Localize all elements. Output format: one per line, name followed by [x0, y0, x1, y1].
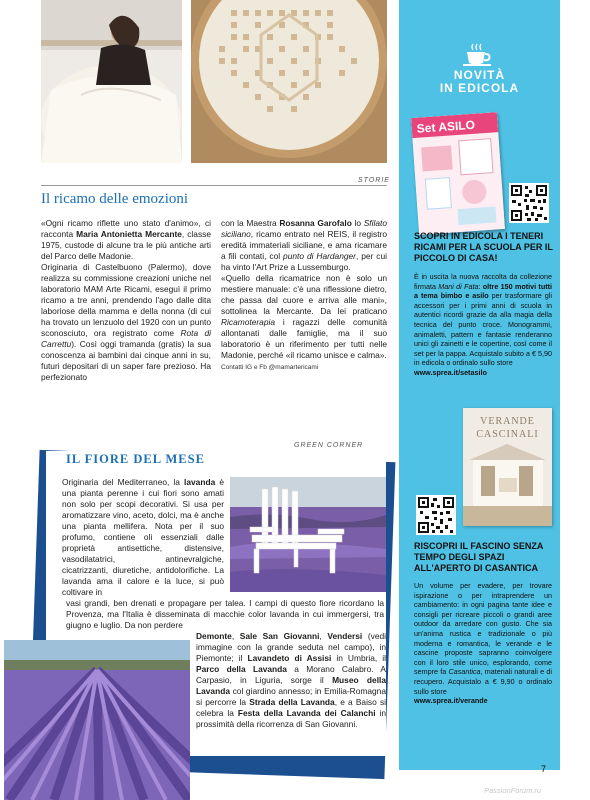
coffee-cup-icon [460, 42, 494, 68]
paragraph: Originaria di Castelbuono (Palermo), dove realizza su commissione creazioni uniche nel laboratorio MAM Arte Ricami, eseguì il primo ricamo a tre anni, prendendo l'ago dalle dita laboriose della mamma e della nonna (di cui ha trovato un lenzuolo del 1920 con un punto sconosciuto, ora registrato come Rota di Carrettu). Così oggi tramanda (gratis) la sua conoscenza ai bambini dai cinque anni in su, futuri depositari di un saper fare prezioso. Ha perfezionato [41, 262, 211, 382]
article-title: Il ricamo delle emozioni [41, 191, 189, 207]
promo-body: Un volume per evadere, per trovare ispirazione o per intraprendere un cambiamento: in ogni pagina tante idee e consigli per ricreare piccoli o grandi aree outdoor da arredare con gusto. Che sia un'anima rustica e tradizionale o più moderna e romantica, le verande e le cascine proposte sapranno coinvolgere con il loro stile unico, esplorando, come sempre fa Casantica, materiali naturali e di recupero. Acquistalo a € 9,90 o ordinalo sullo store www.sprea.it/verande [414, 581, 552, 706]
lavender-field-photo [4, 640, 190, 800]
fiore-text-intro: Originaria del Mediterraneo, la lavanda è una pianta perenne i cui fiori sono amati non solo per scopi decorativi. Si usa per aromatizzare vino, aceto, dolci, ma è anche una pianta mellifera. Nota per il suo profumo, contiene oli essenziali dalle proprietà antisettiche, distensive, vasodilatatrici, antinevralgiche, cicatrizzanti, diuretiche, antidolorifiche. La lavanda ama il calore e la luce, si può coltivare in [62, 477, 224, 597]
paragraph: con la Maestra Rosanna Garofalo lo Sfilato siciliano, ricamo entrato nel REIS, il registro eredità immateriali siciliane, e ama ricamare a fili contati, col punto di Hardanger, per cui ha vinto l'Art Prize a Lussemburgo. [221, 218, 388, 272]
promo-heading: RISCOPRI IL FASCINO SENZA TEMPO DEGLI SPAZI ALL'APERTO DI CASANTICA [414, 541, 544, 573]
store-link[interactable]: www.sprea.it/verande [414, 696, 488, 706]
paragraph: «Ogni ricamo riflette uno stato d'animo», ci racconta Maria Antonietta Mercante, classe 1975, custode di alcune tra le più antiche arti del Parco delle Madonie. [41, 218, 211, 261]
article-column-1 [41, 218, 211, 383]
page-number: 7 [541, 764, 547, 774]
hoop-embroidery-photo [191, 0, 387, 163]
magazine-cover-verande [463, 408, 552, 526]
section-tag: GREEN CORNER [294, 442, 364, 449]
contacts-credit: Contatti IG e Fb @mamartericami [221, 364, 319, 371]
sidebar-title-line: IN EDICOLA [439, 81, 520, 95]
magazine-title: Set ASILO [416, 117, 476, 136]
article-column-2 [221, 218, 387, 373]
fiore-title: IL FIORE DEL MESE [66, 452, 205, 466]
fiore-text-places: Demonte, Sale San Giovanni, Vendersi (vedi immagine con la grande seduta nel campo), in Piemonte; il Lavandeto di Assisi in Umbria, il Parco della Lavanda a Morano Calabro. A Carpasio, in Liguria, sorge il Museo della Lavanda col giardino annesso; in Emilia-Romagna si percorre la Strada della Lavanda, e a Baiso si celebra la Festa della Lavanda dei Calanchi in prossimità della ricorrenza di San Giovanni. [196, 631, 387, 729]
lavender-chair-photo [230, 477, 386, 592]
sidebar-title [399, 69, 560, 95]
promo-heading: SCOPRI IN EDICOLA I TENERI RICAMI PER LA SCUOLA PER IL PICCOLO DI CASA! [414, 231, 553, 263]
fiore-text-middle: vasi grandi, ben drenati e propagare per talea. I campi di questo fiore ricordano la Provenza, ma l'Italia è disseminata di macchie color lavanda in cui immergersi, tra giugno e luglio. Da non perdere [66, 598, 384, 630]
sidebar-title-line: NOVITÀ [453, 68, 506, 82]
divider [41, 185, 387, 186]
promo-body: È in uscita la nuova raccolta da collezione firmata Mani di Fata: oltre 150 motivi tutti a tema bimbo e asilo per trasformare gli accessori per i primi anni di scuola in autentici ricordi grazie da alla magia della tecnica del punto croce. Monogrammi, animaletti, pattern e fantasie renderanno unici gli zainetti e le copertine, così come il set per la pappa. Acquistalo subito a € 5,90 in edicola o ordinalo sullo store www.sprea.it/setasilo [414, 272, 552, 377]
qr-code[interactable] [509, 183, 549, 223]
qr-code[interactable] [416, 495, 456, 535]
paragraph: «Quello della ricamatrice non è solo un mestiere manuale: c'è una riflessione dietro, che passa dal cuore e arriva alle mani», sottolinea la Mercante. Da lei praticano Ricamoterapia i ragazzi delle comunità allontanati dalle famiglie, ma il suo laboratorio è un riferimento per tutti nelle Madonie, perché «il ricamo unisce e calma». [221, 273, 387, 360]
watermark: PassionForum.ru [484, 786, 542, 795]
magazine-title: VERANDE [480, 416, 535, 427]
store-link[interactable]: www.sprea.it/setasilo [414, 367, 487, 377]
magazine-cover-set-asilo [411, 112, 505, 235]
section-tag: STORIE [358, 177, 390, 184]
embroiderer-photo [41, 0, 182, 163]
magazine-title: CASCINALI [476, 429, 539, 440]
